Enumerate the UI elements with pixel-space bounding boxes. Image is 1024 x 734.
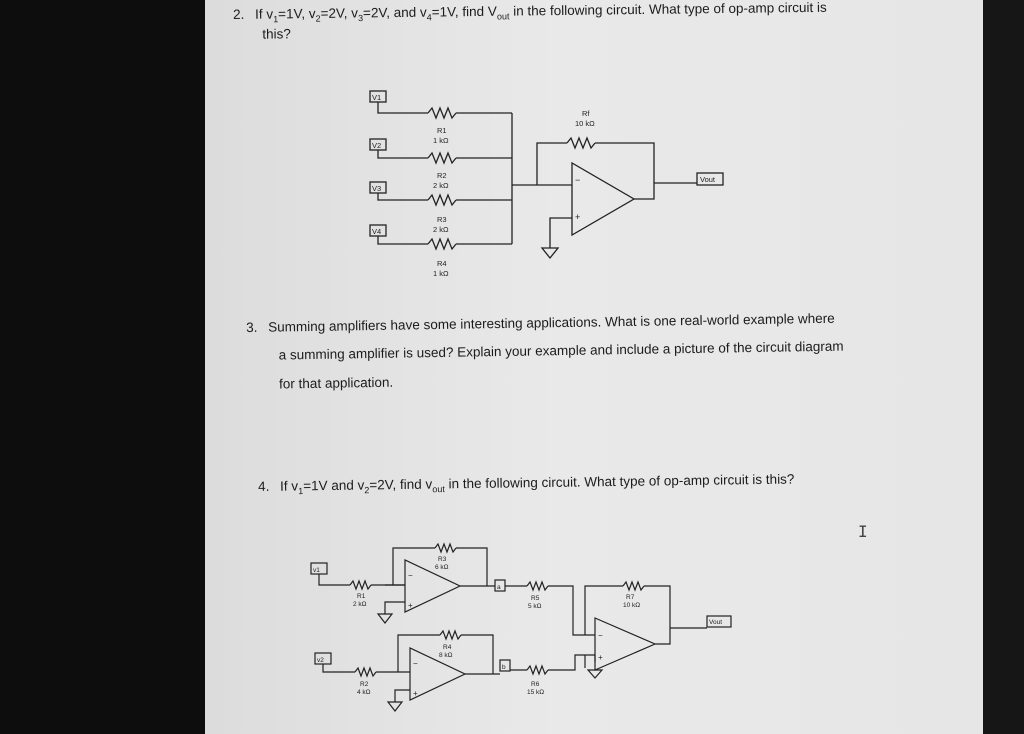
q2-sub: out [496,11,510,22]
r7-value: 10 kΩ [623,602,641,609]
op-amp-3 [595,618,655,670]
resistor-r7 [623,582,644,590]
input-v1-label: V1 [372,93,382,102]
resistor-r3 [428,195,456,205]
r4-name: R4 [437,259,447,268]
r1-name: R1 [437,126,447,135]
input-v4-label: V4 [372,227,382,236]
question-number: 3. [246,319,258,335]
r4-value: 8 kΩ [439,652,453,659]
resistor-r6 [527,666,548,674]
q2-text: =1V, find V [431,3,497,20]
q2-text: =2V, and v [362,4,427,21]
r2-value: 4 kΩ [357,689,371,696]
r7-name: R7 [626,594,635,601]
q4-text: =1V and v [303,477,365,494]
r5-value: 5 kΩ [528,603,542,610]
resistor-r3 [435,544,456,552]
input-v2-label: V2 [372,141,382,150]
input-v2-label: v2 [317,657,324,664]
right-dark-frame [983,0,1024,734]
resistor-r4 [440,631,461,639]
r6-value: 15 kΩ [527,689,545,696]
r3-name: R3 [438,556,447,563]
node-b-label: b [502,664,506,671]
rf-name: Rf [582,109,590,118]
r1-value: 2 kΩ [353,601,367,608]
r4-name: R4 [443,644,452,651]
op-amp-1-minus: − [408,571,413,580]
q4-sub: 1 [298,486,304,497]
q2-sub: 1 [273,14,279,25]
q4-text: in the following circuit. What type of op-amp circuit is this? [444,471,795,492]
q4-sub: out [432,484,445,495]
resistor-r2 [428,153,456,163]
question-3 [246,304,887,399]
op-amp-2 [410,648,465,700]
summing-amplifier-circuit [362,88,752,288]
q2-sub: 3 [357,13,364,24]
q4-text: If v [280,478,299,494]
resistor-r2 [355,668,376,676]
q2-text: =2V, v [320,5,359,21]
q3-text: Summing amplifiers have some interesting applications. What is one real-world example where [268,310,835,335]
r3-value: 2 kΩ [433,225,449,234]
op-amp-minus: − [575,175,581,185]
q2-text: If v [255,6,274,22]
r2-name: R2 [360,681,369,688]
op-amp-3-minus: − [598,631,603,640]
resistor-r5 [527,582,548,590]
r3-value: 6 kΩ [435,564,449,571]
q2-text: =1V, v [278,5,316,22]
op-amp-plus: + [575,212,581,222]
ground-symbol-3 [588,670,602,678]
ground-symbol-1 [378,614,392,623]
question-number: 2. [233,6,245,22]
r1-value: 1 kΩ [433,136,449,145]
ground-symbol-2 [388,702,402,711]
left-dark-frame [0,0,215,734]
op-amp-2-plus: + [413,689,418,698]
r6-name: R6 [531,681,540,688]
resistor-r4 [428,239,456,249]
input-v3-label: V3 [372,184,382,193]
q2-sub: 4 [426,12,432,23]
op-amp-3-plus: + [598,653,603,662]
node-a-label: a [497,584,501,591]
ground-symbol [542,248,558,258]
rf-value: 10 kΩ [575,119,595,128]
resistor-rf [567,138,595,148]
r3-name: R3 [437,215,447,224]
r2-name: R2 [437,171,447,180]
op-amp [572,163,634,235]
question-2-line-2: this? [262,26,291,42]
resistor-r1 [428,108,456,118]
q4-text: =2V, find v [369,476,433,493]
output-vout-label: Vout [709,619,723,626]
op-amp-1-plus: + [408,601,413,610]
q2-sub: 2 [315,13,321,24]
q4-sub: 2 [364,485,370,496]
output-vout-label: Vout [700,175,716,184]
q2-text: in the following circuit. What type of op-amp circuit is [509,0,827,19]
r5-name: R5 [531,595,540,602]
r2-value: 2 kΩ [433,181,449,190]
question-3-line-3: for that application. [278,374,394,392]
question-3-line-2: a summing amplifier is used? Explain your example and include a picture of the circuit diagram [278,338,844,363]
r4-value: 1 kΩ [433,269,449,278]
question-number: 4. [258,478,270,494]
op-amp-2-minus: − [413,659,418,668]
input-v1-label: v1 [313,567,320,574]
text-cursor-icon: I [858,522,868,541]
r1-name: R1 [357,593,366,600]
op-amp-1 [405,560,460,612]
resistor-r1 [350,581,371,589]
two-stage-op-amp-circuit [305,530,745,720]
